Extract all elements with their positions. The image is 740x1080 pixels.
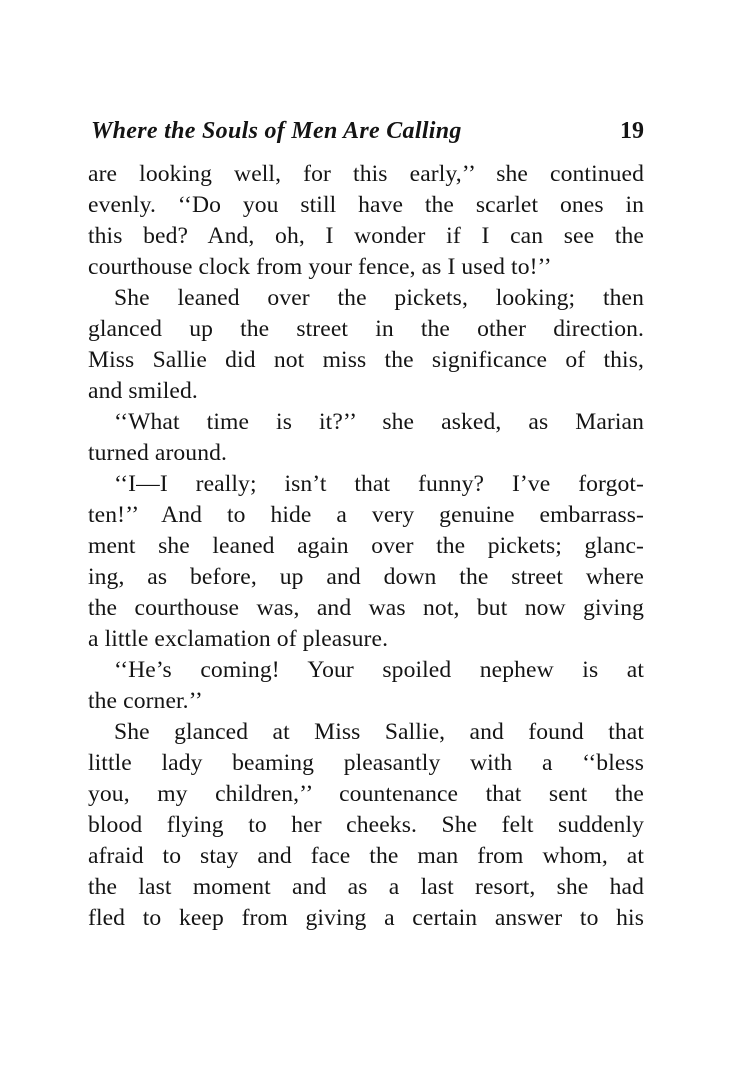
page-number: 19 — [620, 118, 644, 144]
text-line: and smiled. — [88, 378, 198, 404]
text-line: blood flying to her cheeks. She felt suddenly — [88, 812, 644, 838]
running-title: Where the Souls of Men Are Calling — [91, 118, 462, 144]
text-line: ‘‘What time is it?’’ she asked, as Marian — [114, 409, 644, 435]
text-line: ten!’’ And to hide a very genuine embarrass- — [88, 502, 644, 528]
text-line: this bed? And, oh, I wonder if I can see the — [88, 223, 644, 249]
body-text — [88, 159, 644, 934]
text-line: Miss Sallie did not miss the significance of this, — [88, 347, 644, 373]
text-line: ‘‘I—I really; isn’t that funny? I’ve forgot- — [114, 471, 644, 497]
running-head — [88, 110, 644, 152]
text-line: courthouse clock from your fence, as I used to!’’ — [88, 254, 552, 280]
text-line: turned around. — [88, 440, 227, 466]
text-line: ‘‘He’s coming! Your spoiled nephew is at — [114, 657, 644, 683]
text-line: are looking well, for this early,’’ she continued — [88, 161, 644, 187]
text-line: a little exclamation of pleasure. — [88, 626, 389, 652]
text-line: the courthouse was, and was not, but now giving — [88, 595, 644, 621]
text-line: ing, as before, up and down the street where — [88, 564, 644, 590]
text-line: glanced up the street in the other direction. — [88, 316, 644, 342]
text-line: afraid to stay and face the man from whom, at — [88, 843, 644, 869]
book-page — [88, 110, 644, 934]
text-line: you, my children,’’ countenance that sent the — [88, 781, 644, 807]
text-line: the last moment and as a last resort, she had — [88, 874, 644, 900]
text-line: evenly. ‘‘Do you still have the scarlet ones in — [88, 192, 644, 218]
text-line: the corner.’’ — [88, 688, 203, 714]
text-line: She leaned over the pickets, looking; then — [114, 285, 644, 311]
text-line: fled to keep from giving a certain answer to his — [88, 905, 644, 931]
text-line: little lady beaming pleasantly with a ‘‘bless — [88, 750, 644, 776]
text-line: She glanced at Miss Sallie, and found that — [114, 719, 644, 745]
text-line: ment she leaned again over the pickets; glanc- — [88, 533, 644, 559]
